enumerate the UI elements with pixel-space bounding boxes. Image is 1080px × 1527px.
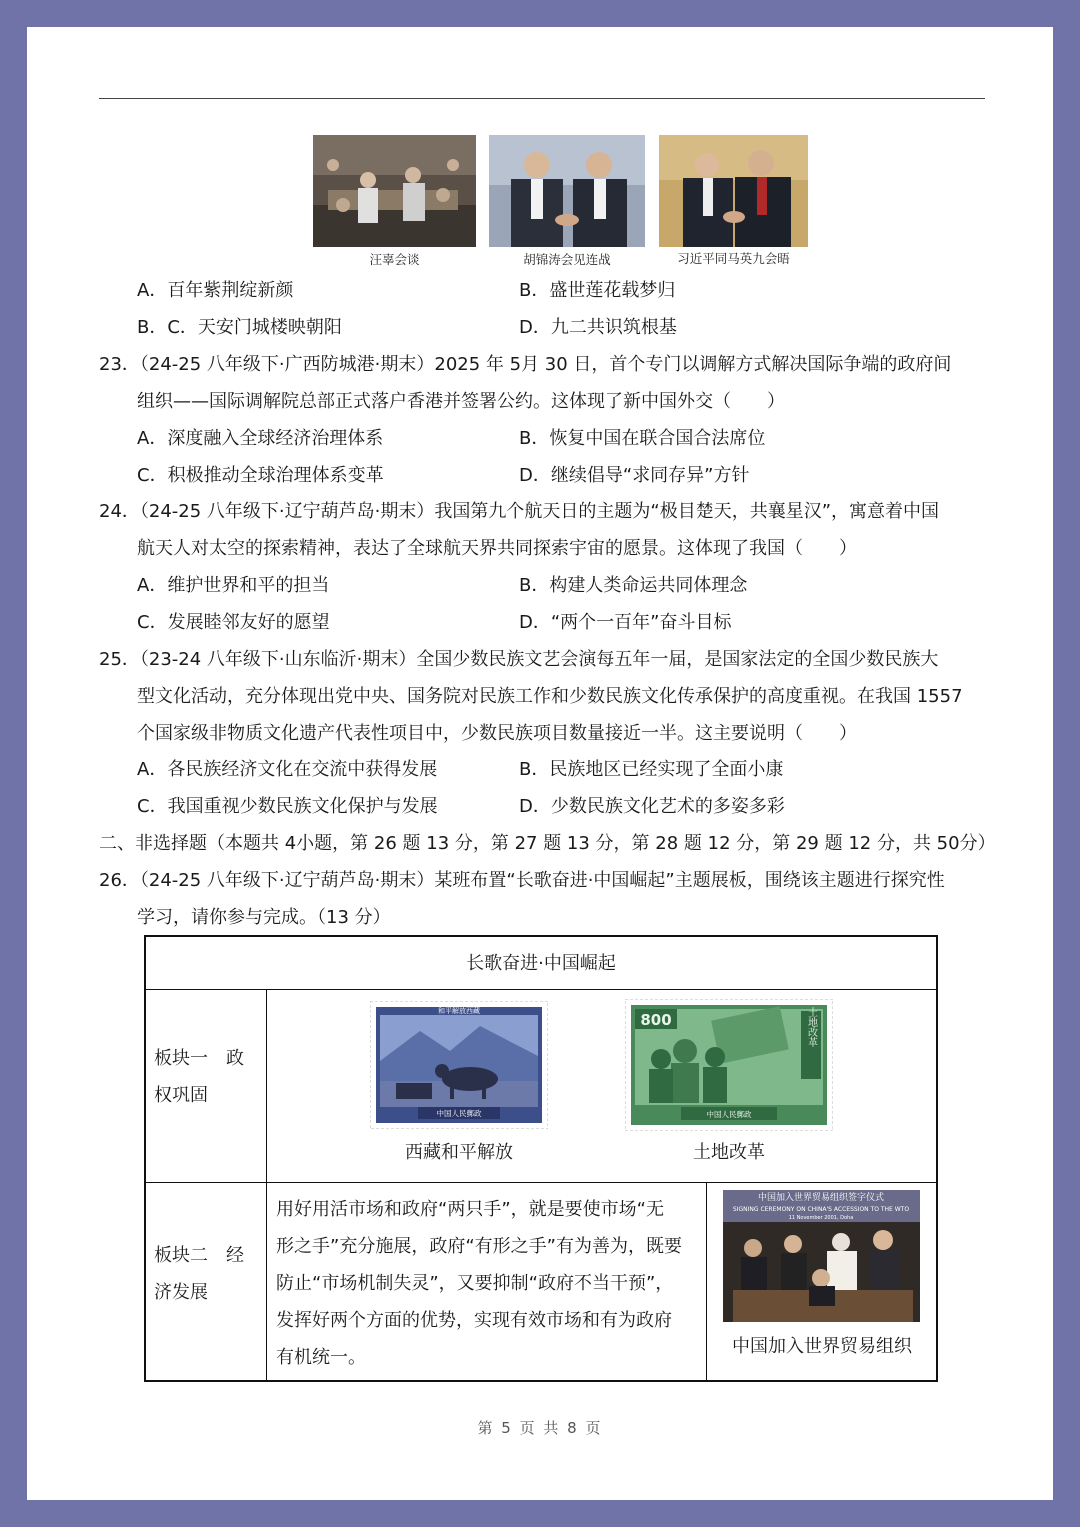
photo-xi-meets-ma-image	[659, 135, 808, 247]
table-title: 长歌奋进·中国崛起	[466, 953, 616, 974]
q24-option-c: C．发展睦邻友好的愿望	[137, 612, 330, 633]
photo-wto-image	[723, 1190, 920, 1322]
header-rule	[99, 98, 985, 99]
photo-xi-meets-ma	[659, 135, 808, 247]
q24-option-b: B．构建人类命运共同体理念	[519, 575, 748, 596]
photo1-caption: 汪辜会谈	[369, 252, 420, 267]
stamp1-top-text: 和平解放西藏	[438, 1007, 480, 1015]
photo3-caption: 习近平同马英九会晤	[677, 251, 790, 266]
stamp2-side-text: 土地改革	[805, 1007, 817, 1047]
theme-table	[144, 935, 938, 1382]
photo-wto-accession	[723, 1190, 920, 1322]
page-footer: 第 5 页 共 8 页	[477, 1419, 603, 1437]
q22-option-c: B．C．天安门城楼映朝阳	[137, 317, 342, 338]
q22-option-d: D．九二共识筑根基	[519, 317, 677, 338]
q25-option-d: D．少数民族文化艺术的多姿多彩	[519, 796, 785, 817]
q25-stem-line3: 个国家级非物质文化遗产代表性项目中，少数民族项目数量接近一半。这主要说明（ ）	[137, 723, 857, 744]
wto-banner-cn: 中国加入世界贸易组织签字仪式	[757, 1193, 885, 1203]
wto-banner-date: 11 November 2001, Doha	[788, 1215, 854, 1221]
wto-banner-en: SIGNING CEREMONY ON CHINA'S ACCESSION TO THE WTO	[732, 1206, 910, 1213]
q25-stem-line1: 25．（23-24 八年级下·山东临沂·期末）全国少数民族文艺会演每五年一届，是国家法定的全国少数民族大	[99, 649, 939, 670]
stamp2-value-text: 800	[640, 1011, 672, 1029]
wto-caption: 中国加入世界贸易组织	[732, 1336, 912, 1357]
q26-stem-line1: 26．（24-25 八年级下·辽宁葫芦岛·期末）某班布置“长歌奋进·中国崛起”主题展板，围绕该主题进行探究性	[99, 870, 945, 891]
block2-text-line2: 形之手”充分施展，政府“有形之手”有为善为，既要	[276, 1236, 682, 1257]
stamp-tibet-liberation	[370, 1001, 548, 1129]
stamp1-bottom-text: 中国人民郵政	[436, 1109, 482, 1118]
block2-text-line5: 有机统一。	[276, 1347, 366, 1368]
photo-wang-gu-talks	[313, 135, 476, 247]
photo-wang-gu-talks-image	[313, 135, 476, 247]
block1-label-line2: 权巩固	[154, 1085, 208, 1106]
q23-option-b: B．恢复中国在联合国合法席位	[519, 428, 766, 449]
q25-option-b: B．民族地区已经实现了全面小康	[519, 759, 784, 780]
q24-option-d: D．“两个一百年”奋斗目标	[519, 612, 732, 633]
stamp-land-reform	[625, 999, 833, 1131]
block2-text-line3: 防止“市场机制失灵”，又要抑制“政府不当干预”，	[276, 1273, 674, 1294]
q24-option-a: A．维护世界和平的担当	[137, 575, 330, 596]
q26-stem-line2: 学习，请你参与完成。（13 分）	[137, 907, 391, 928]
block2-text-line1: 用好用活市场和政府“两只手”，就是要使市场“无	[276, 1199, 664, 1220]
q25-option-c: C．我国重视少数民族文化保护与发展	[137, 796, 438, 817]
q22-option-a: A．百年紫荆绽新颜	[137, 280, 294, 301]
q23-option-c: C．积极推动全球治理体系变革	[137, 465, 384, 486]
q25-stem-line2: 型文化活动，充分体现出党中央、国务院对民族工作和少数民族文化传承保护的高度重视。在我国 1557	[137, 686, 963, 707]
stamp2-bottom-text: 中国人民郵政	[706, 1110, 752, 1119]
stamp-tibet-image	[370, 1001, 548, 1129]
exam-page	[27, 27, 1053, 1500]
block2-label-line2: 济发展	[154, 1282, 208, 1303]
q24-stem-line1: 24．（24-25 八年级下·辽宁葫芦岛·期末）我国第九个航天日的主题为“极目楚天，共襄星汉”，寓意着中国	[99, 501, 940, 522]
photo2-caption: 胡锦涛会见连战	[523, 252, 611, 267]
q23-stem-line2: 组织——国际调解院总部正式落户香港并签署公约。这体现了新中国外交（ ）	[137, 391, 785, 412]
q25-option-a: A．各民族经济文化在交流中获得发展	[137, 759, 438, 780]
section2-heading: 二、非选择题（本题共 4小题，第 26 题 13 分，第 27 题 13 分，第 28 题 12 分，第 29 题 12 分，共 50分）	[99, 833, 996, 854]
q22-option-b: B．盛世莲花载梦归	[519, 280, 676, 301]
stamp-land-reform-image	[625, 999, 833, 1131]
stamp1-caption: 西藏和平解放	[405, 1142, 513, 1163]
photo-hu-meets-lian-image	[489, 135, 645, 247]
q23-option-a: A．深度融入全球经济治理体系	[137, 428, 384, 449]
q23-stem-line1: 23．（24-25 八年级下·广西防城港·期末）2025 年 5月 30 日，首个专门以调解方式解决国际争端的政府间	[99, 354, 952, 375]
block2-label-line1: 板块二 经	[154, 1245, 244, 1266]
q24-stem-line2: 航天人对太空的探索精神，表达了全球航天界共同探索宇宙的愿景。这体现了我国（ ）	[137, 538, 857, 559]
block1-label-line1: 板块一 政	[154, 1048, 244, 1069]
q23-option-d: D．继续倡导“求同存异”方针	[519, 465, 750, 486]
photo-hu-meets-lian	[489, 135, 645, 247]
stamp2-caption: 土地改革	[693, 1142, 765, 1163]
block2-text-line4: 发挥好两个方面的优势，实现有效市场和有为政府	[276, 1310, 672, 1331]
